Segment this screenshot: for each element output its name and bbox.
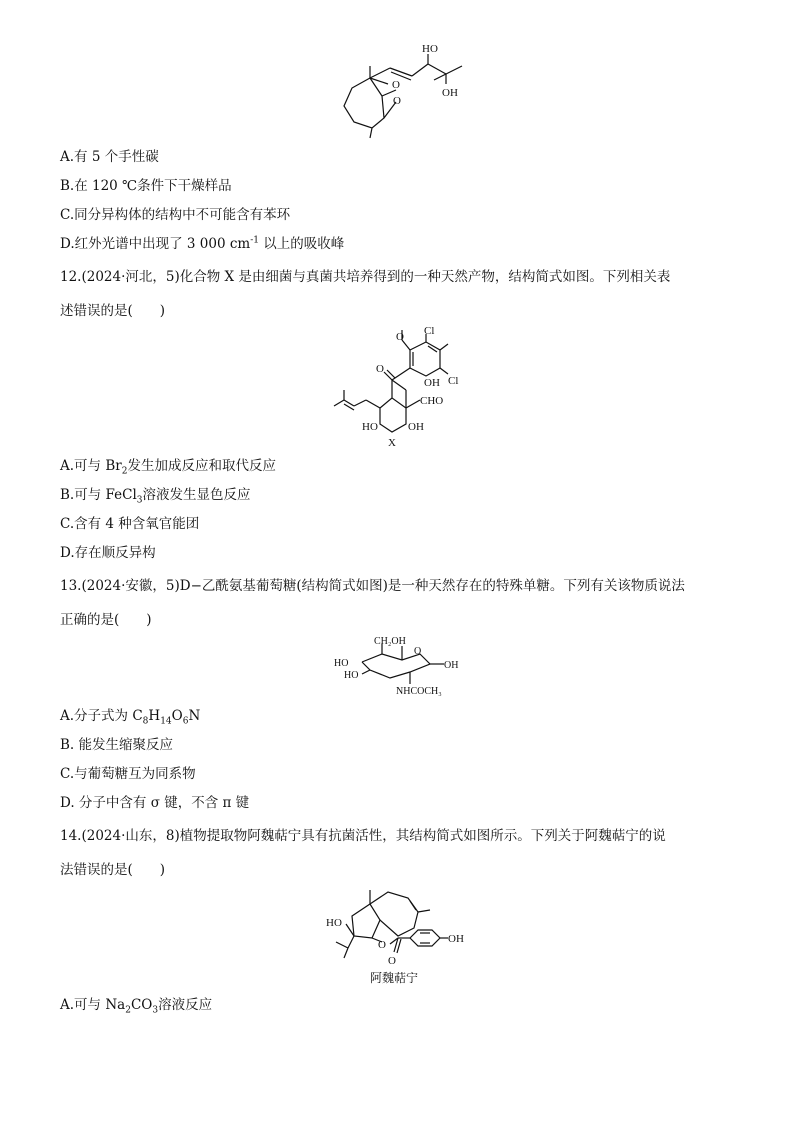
fig12-label-cl2: Cl xyxy=(448,375,459,387)
q14-stem-line1: 14.(2024·山东，8)植物提取物阿魏萜宁具有抗菌活性，其结构简式如图所示。下列关于阿魏萜宁的说 xyxy=(60,828,666,844)
q14-option-a-pre: A.可与 Na xyxy=(60,997,126,1013)
q14-option-a xyxy=(60,996,212,1014)
q12-option-a-sub: 2 xyxy=(121,466,128,477)
q13-stem-line1: 13.(2024·安徽，5)D−乙酰氨基葡萄糖(结构简式如图)是一种天然存在的特殊单糖。下列有关该物质说法 xyxy=(60,578,685,594)
fig14-label-oh: OH xyxy=(448,933,464,945)
fig12-label-cho: CHO xyxy=(420,395,444,407)
question-12-structure xyxy=(340,325,480,449)
question-14-structure xyxy=(322,882,482,992)
q14-option-a-sub1: 2 xyxy=(125,1005,131,1016)
q13-option-a-mid1: H xyxy=(148,708,161,724)
fig12-label-oh-right: OH xyxy=(408,421,424,433)
q11-option-c: C.同分异构体的结构中不可能含有苯环 xyxy=(60,207,291,223)
q12-option-b-sub: 3 xyxy=(136,495,143,506)
fig12-label-oh-mid: OH xyxy=(424,377,440,389)
fig13-label-nhcoch3: NHCOCH₃ xyxy=(396,686,442,697)
fig11-label-oh: OH xyxy=(442,87,458,99)
q12-option-b-post: 溶液发生显色反应 xyxy=(142,487,251,503)
q12-stem-line2: 述错误的是( ) xyxy=(60,303,166,319)
q11-option-d xyxy=(60,235,344,253)
fig13-label-ho1: HO xyxy=(334,658,349,669)
q12-option-c: C.含有 4 种含氧官能团 xyxy=(60,516,200,532)
q12-option-b xyxy=(60,486,251,504)
q13-option-a-mid2: O xyxy=(171,708,183,724)
q13-option-c: C.与葡萄糖互为同系物 xyxy=(60,766,196,782)
q14-option-a-mid: CO xyxy=(130,997,153,1013)
q14-stem-line2: 法错误的是( ) xyxy=(60,862,166,878)
q11-option-a: A.有 5 个手性碳 xyxy=(60,149,159,165)
fig14-label-o-co: O xyxy=(388,955,396,967)
q14-option-a-sub2: 3 xyxy=(152,1005,159,1016)
q12-option-a-pre: A.可与 Br xyxy=(60,458,122,474)
q13-option-a xyxy=(60,707,200,725)
fig11-label-ho: HO xyxy=(422,43,438,55)
q13-option-d: D. 分子中含有 σ 键，不含 π 键 xyxy=(60,795,250,811)
fig12-label-o-ketone: O xyxy=(376,363,384,375)
fig13-label-oh: OH xyxy=(444,660,459,671)
question-11-structure xyxy=(330,43,490,140)
q12-option-a xyxy=(60,457,276,475)
q13-stem-line2: 正确的是( ) xyxy=(60,612,152,628)
q11-option-d-post: 以上的吸收峰 xyxy=(259,236,345,252)
q11-option-b: B.在 120 ℃条件下干燥样品 xyxy=(60,178,232,194)
fig14-label-ho: HO xyxy=(326,917,342,929)
q13-option-a-sub3: 6 xyxy=(182,716,189,727)
q13-option-a-sub2: 14 xyxy=(160,716,172,727)
q12-option-a-post: 发生加成反应和取代反应 xyxy=(127,458,276,474)
q13-option-a-sub1: 8 xyxy=(142,716,149,727)
fig12-label-o-top: O xyxy=(396,331,404,343)
fig14-caption: 阿魏萜宁 xyxy=(370,971,419,985)
fig12-label-ho-left: HO xyxy=(362,421,378,433)
q12-option-d: D.存在顺反异构 xyxy=(60,545,156,561)
q14-option-a-post: 溶液反应 xyxy=(158,997,213,1013)
fig13-label-ch2oh: CH₂OH xyxy=(374,636,406,647)
q11-option-d-pre: D.红外光谱中出现了 3 000 cm xyxy=(60,236,251,252)
fig11-label-o2: O xyxy=(393,95,401,107)
fig13-label-ho2: HO xyxy=(344,670,359,681)
fig12-label-cl1: Cl xyxy=(424,325,435,337)
question-13-structure xyxy=(330,634,480,698)
q12-stem-line1: 12.(2024·河北，5)化合物 X 是由细菌与真菌共培养得到的一种天然产物，结构简式如图。下列相关表 xyxy=(60,269,671,285)
q13-option-a-pre: A.分子式为 C xyxy=(60,708,143,724)
fig12-caption: X xyxy=(388,437,396,449)
q13-option-a-post: N xyxy=(188,708,201,724)
q11-option-d-sup: -1 xyxy=(250,235,260,246)
fig14-label-o-ester: O xyxy=(378,939,386,951)
q12-option-b-pre: B.可与 FeCl xyxy=(60,487,137,503)
fig11-label-o1: O xyxy=(392,79,400,91)
fig13-label-ring-o: O xyxy=(414,646,422,657)
q13-option-b: B. 能发生缩聚反应 xyxy=(60,737,174,753)
